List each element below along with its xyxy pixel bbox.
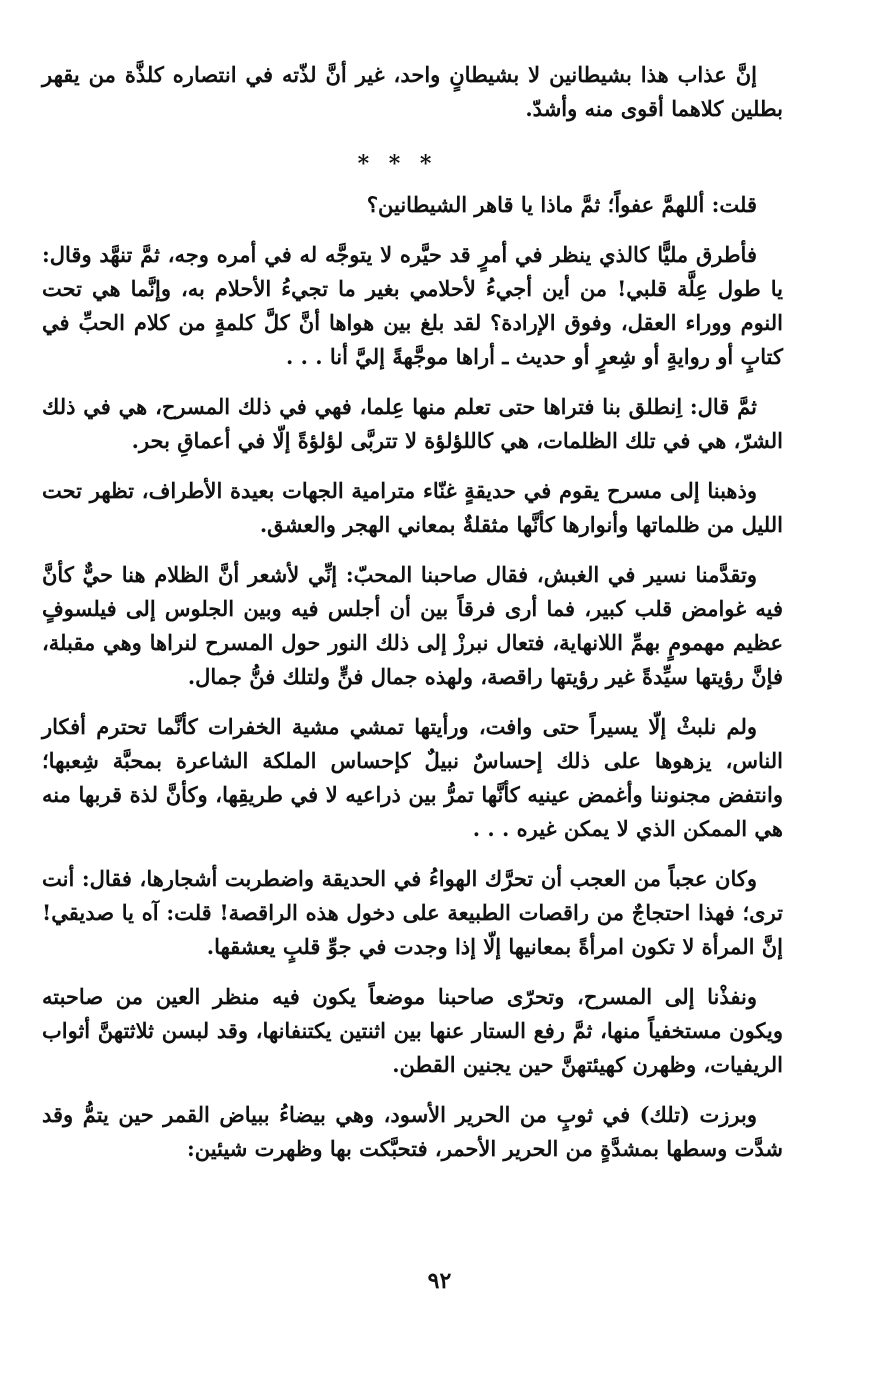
paragraph-8: ونفذْنا إلى المسرح، وتحرّى صاحبنا موضعاً يكون فيه منظر العين من صاحبته ويكون مستخفياً منها، ثمَّ رفع الستار عنها بين اثنتين يكتنفانها، وقد لبسن ثلاثتهنَّ أثواب الريفيات، وظهرن كهيئتهنَّ حين يجنين القطن. xyxy=(42,984,783,1077)
opening-paragraph: إنَّ عذاب هذا بشيطانين لا بشيطانٍ واحد، غير أنَّ لذّته في انتصاره كلذَّة من يقهر بطلين كلاهما أقوى منه وأشدّ. xyxy=(42,62,783,121)
paragraph-9: وبرزت (تلك) في ثوبٍ من الحرير الأسود، وهي بيضاءُ ببياض القمر حين يتمُّ وقد شدَّت وسطها بمشدَّةٍ من الحرير الأحمر، فتحبَّكت بها وظهرت شيئين: xyxy=(42,1102,783,1161)
paragraph-5: وتقدَّمنا نسير في الغبش، فقال صاحبنا المحبّ: إنِّي لأشعر أنَّ الظلام هنا حيٌّ كأنَّ فيه غوامض قلب كبير، فما أرى فرقاً بين أن أجلس فيه وبين الجلوس إلى فيلسوفٍ عظيم مهمومٍ بهمِّ اللانهاية، فتعال نبرزْ إلى ذلك النور حول المسرح لنراها وهي مقبلة، فإنَّ رؤيتها سيِّدةً غير رؤيتها راقصة، ولهذه جمال فنٍّ ولتلك فنُّ جمال. xyxy=(42,562,783,689)
paragraph-gap xyxy=(42,542,783,558)
paragraph-7: وكان عجباً من العجب أن تحرَّك الهواءُ في الحديقة واضطربت أشجارها، فقال: أنت ترى؛ فهذا احتجاجٌ من راقصات الطبيعة على دخول هذه الراقصة! قلت: آه يا صديقي! إنَّ المرأة لا تكون امرأةً بمعانيها إلّا إذا وجدت في جوِّ قلبٍ يعشقها. xyxy=(42,866,783,959)
paragraph-gap xyxy=(42,964,783,980)
paragraph-4: وذهبنا إلى مسرح يقوم في حديقةٍ غنّاء مترامية الجهات بعيدة الأطراف، تظهر تحت الليل من ظلماتها وأنوارها كأنَّها مثقلةٌ بمعاني الهجر والعشق. xyxy=(42,478,783,537)
paragraph-gap xyxy=(42,1082,783,1098)
paragraph-gap xyxy=(42,458,783,474)
paragraph-gap xyxy=(42,846,783,862)
section-separator: * * * xyxy=(357,151,438,177)
paragraph-gap xyxy=(42,374,783,390)
paragraph-2: فأطرق مليًّا كالذي ينظر في أمرٍ قد حيَّره لا يتوجَّه له في أمره وجه، ثمَّ تنهَّد وقال: يا طول عِلَّة قلبي! من أين أجيءُ لأحلامي بغير ما تجيءُ الأحلام به، وإنَّما هي تحت النوم ووراء العقل، وفوق الإرادة؟ لقد بلغ بين هواها أنَّ كلَّ كلمةٍ من كلام الحبِّ في كتابٍ أو روايةٍ أو شِعرٍ أو حديث ـ أراها موجَّهةً إليَّ أنا . . . xyxy=(42,242,783,369)
paragraph-6: ولم نلبثْ إلّا يسيراً حتى وافت، ورأيتها تمشي مشية الخفرات كأنَّما تحترم أفكار الناس، يزهوها على ذلك إحساسٌ نبيلٌ كإحساس الملكة الشاعرة بمحبَّة شِعبها؛ وانتفض مجنوننا وأغمض عينيه كأنَّها تمرُّ بين ذراعيه لا في طريقِها، وكأنَّ لذة قربها منه هي الممكن الذي لا يمكن غيره . . . xyxy=(42,714,783,841)
paragraph-gap xyxy=(42,222,783,238)
page-number: ٩٢ xyxy=(427,1268,452,1294)
paragraph-3: ثمَّ قال: اِنطلق بنا فتراها حتى تعلم منها عِلما، فهي في ذلك المسرح، هي في ذلك الشرّ، هي في تلك الظلمات، هي كاللؤلؤة لا تتربَّى لؤلؤةً إلّا في أعماقِ بحر. xyxy=(42,394,783,453)
paragraph-1: قلت: أللهمَّ عفواً؛ ثمَّ ماذا يا قاهر الشيطانين؟ xyxy=(366,192,757,217)
paragraph-gap xyxy=(42,694,783,710)
